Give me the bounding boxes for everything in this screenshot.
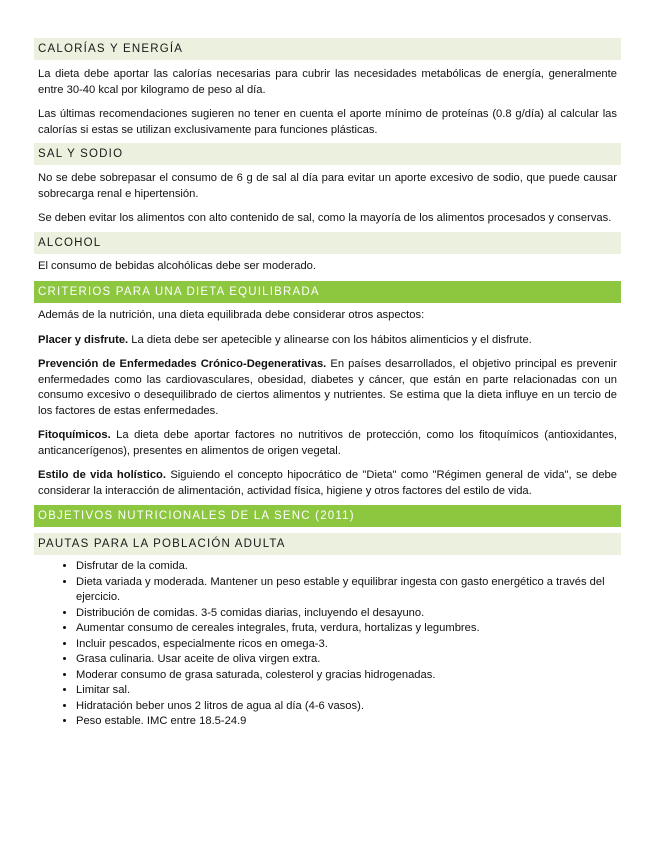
paragraph: Además de la nutrición, una dieta equilibrada debe considerar otros aspectos: [38, 309, 425, 321]
list-item: • Hidratación beber unos 2 litros de agua al día (4-6 vasos). [76, 699, 617, 715]
criterion-text: Siguiendo el concepto hipocrático de "Dieta" como "Régimen general de vida", se debe considerar la interacción de alimentación, actividad física, higiene y otros factores del estilo de vida. [38, 469, 617, 497]
section-header-sal: SAL Y SODIO [34, 143, 621, 165]
section-header-criterios: CRITERIOS PARA UNA DIETA EQUILIBRADA [34, 281, 621, 303]
list-item: • Grasa culinaria. Usar aceite de oliva virgen extra. [76, 652, 617, 668]
paragraph: La dieta debe aportar las calorías necesarias para cubrir las necesidades metabólicas de energía, generalmente entre 30-40 kcal por kilogramo de peso al día. [38, 68, 617, 96]
paragraph: El consumo de bebidas alcohólicas debe ser moderado. [38, 259, 316, 272]
list-item: • Peso estable. IMC entre 18.5-24.9 [76, 714, 617, 730]
criterion-item [34, 468, 621, 499]
list-item: • Aumentar consumo de cereales integrales, fruta, verdura, hortalizas y legumbres. [76, 621, 617, 637]
criterion-item [34, 428, 621, 459]
list-item: • Disfrutar de la comida. [76, 559, 617, 575]
list-item: • Dieta variada y moderada. Mantener un peso estable y equilibrar ingesta con gasto energético a través del ejercicio. [76, 575, 617, 606]
criterion-term: Prevención de Enfermedades Crónico-Degenerativas. [38, 358, 327, 370]
paragraph: Se deben evitar los alimentos con alto contenido de sal, como la mayoría de los alimentos procesados y conservas. [38, 212, 612, 224]
criterion-item [34, 357, 621, 419]
section-header-calorias: CALORÍAS Y ENERGÍA [34, 38, 621, 60]
list-item: • Limitar sal. [76, 683, 617, 699]
criterion-text: La dieta debe aportar factores no nutritivos de protección, como los fitoquímicos (antioxidantes, anticancerígenos), presentes en alimentos de origen vegetal. [38, 429, 617, 457]
criterion-term: Placer y disfrute. [38, 333, 129, 346]
paragraph: No se debe sobrepasar el consumo de 6 g de sal al día para evitar un aporte excesivo de sodio, que puede causar sobrecarga renal e hipertensión. [38, 172, 617, 200]
list-item: • Incluir pescados, especialmente ricos en omega-3. [76, 637, 617, 653]
section-header-objetivos: OBJETIVOS NUTRICIONALES DE LA SENC (2011) [34, 505, 621, 527]
criterion-term: Estilo de vida holístico. [38, 469, 167, 481]
document-page [34, 38, 621, 730]
section-header-alcohol: ALCOHOL [34, 232, 621, 254]
list-item: • Moderar consumo de grasa saturada, colesterol y gracias hidrogenadas. [76, 668, 617, 684]
criterion-item [34, 333, 621, 349]
paragraph: Las últimas recomendaciones sugieren no tener en cuenta el aporte mínimo de proteínas (0.8 g/día) al calcular las calorías si estas se utilizan exclusivamente para funciones plásticas. [38, 108, 617, 136]
criterion-text: En países desarrollados, el objetivo principal es prevenir enfermedades como las cardiovasculares, obesidad, diabetes y cáncer, que están en parte relacionadas con un consumo excesivo o desequilibrado de ciertos alimentos y nutrientes. Se estima que la dieta influye en un tercio de los factores de estas enfermedades. [38, 358, 617, 417]
list-item: • Distribución de comidas. 3-5 comidas diarias, incluyendo el desayuno. [76, 606, 617, 622]
criterion-text: La dieta debe ser apetecible y alinearse con los hábitos alimenticios y el disfrute. [128, 333, 532, 346]
guidelines-list [34, 559, 621, 730]
section-header-pautas: PAUTAS PARA LA POBLACIÓN ADULTA [34, 533, 621, 555]
criterion-term: Fitoquímicos. [38, 429, 111, 441]
